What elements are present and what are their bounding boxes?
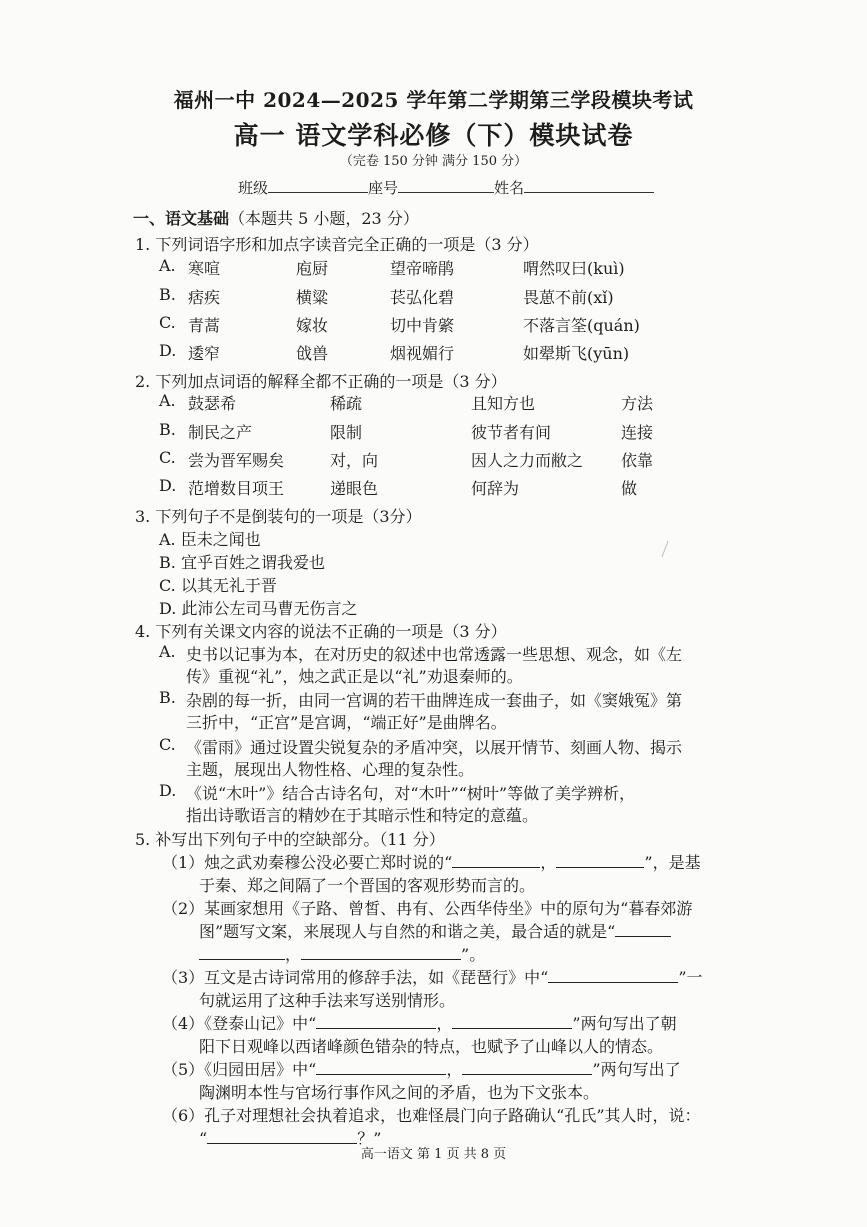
q4-option-d-line-2: 指出诗歌语言的精妙在于其暗示性和特定的意蕴。 (186, 806, 539, 825)
q2-option-a-label: A. (159, 391, 176, 410)
q5-i4-text-a: （4）《登泰山记》中“ (162, 1014, 317, 1033)
q2-option-c-meaning: 对，向 (330, 451, 379, 470)
q2-option-c-label: C. (159, 448, 176, 467)
q5-i2-sep: ， (285, 945, 302, 964)
q4-option-c-line-1: 《雷雨》通过设置尖锐复杂的矛盾冲突，以展开情节、刻画人物、揭示 (186, 738, 683, 757)
q2-option-c-phrase-2: 因人之力而敝之 (471, 451, 584, 470)
q2-option-d-meaning-2: 做 (621, 479, 638, 498)
q2-option-d-meaning: 递眼色 (330, 479, 379, 498)
section-heading (133, 206, 419, 229)
q5-i4-blank-2[interactable] (452, 1013, 572, 1029)
question-5-stem: 5. 补写出下列句子中的空缺部分。（11 分） (135, 830, 445, 849)
q5-item-1-line-1 (162, 850, 701, 873)
q1-option-b-word-4: 畏葸不前(xǐ) (523, 288, 614, 307)
school-exam-line: 福州一中 2024—2025 学年第二学期第三学段模块考试 (173, 88, 694, 112)
q5-i5-blank-2[interactable] (462, 1059, 592, 1075)
q2-option-a-phrase-2: 且知方也 (471, 394, 536, 413)
q3-option-a-text: 臣未之闻也 (180, 530, 261, 549)
q5-i5-blank-1[interactable] (316, 1059, 446, 1075)
exam-title: 高一 语文学科必修（下）模块试卷 (233, 121, 634, 150)
q5-i3-text-a: （3）互文是古诗词常用的修辞手法，如《琵琶行》中“ (162, 968, 549, 987)
q2-option-b-label: B. (159, 420, 176, 439)
q5-i1-sep: ， (540, 853, 557, 872)
q4-option-a-line-1: 史书以记事为本，在对历史的叙述中也常透露一些思想、观念，如《左 (186, 645, 683, 664)
q1-option-c-word-4: 不落言筌(quán) (523, 316, 640, 335)
q1-option-b-word-3: 苌弘化碧 (390, 288, 455, 307)
q4-option-a-label: A. (159, 642, 176, 661)
q5-item-6-line-1: （6）孔子对理想社会执着追求，也难怪晨门向子路确认“孔氏”其人时，说： (162, 1106, 701, 1125)
exam-meta: （完卷 150 分钟 满分 150 分） (339, 154, 528, 169)
page-footer: 高一语文 第 1 页 共 8 页 (360, 1147, 507, 1162)
q5-i5-text-b: ”两句写出了 (592, 1060, 681, 1079)
q2-option-b-phrase-2: 彼节者有间 (471, 423, 552, 442)
q2-option-a-meaning: 稀疏 (330, 394, 363, 413)
q1-option-d-word-2: 戗兽 (296, 344, 329, 363)
q5-i4-blank-1[interactable] (316, 1013, 436, 1029)
q2-option-b-phrase: 制民之产 (188, 423, 253, 442)
q1-option-d-word-1: 逶窄 (188, 344, 221, 363)
q3-option-d (159, 596, 357, 619)
q5-item-2-line-3 (199, 942, 485, 965)
section-title: 一、语文基础 (133, 209, 230, 228)
q1-option-b-word-2: 横粱 (296, 288, 329, 307)
q4-option-b-label: B. (159, 688, 176, 707)
q3-option-d-label: D. (159, 599, 177, 618)
q1-option-d-word-3: 烟视媚行 (390, 344, 455, 363)
q5-i2-text-b: 图”题写文案，来展现人与自然的和谐之美，最合适的就是“ (199, 922, 616, 941)
q4-option-b-line-1: 杂剧的每一折，由同一宫调的若干曲牌连成一套曲子，如《窦娥冤》第 (186, 691, 683, 710)
q5-i6-text-b: “ (199, 1129, 208, 1148)
class-label: 班级 (238, 179, 269, 197)
q5-item-4-line-1 (162, 1011, 677, 1034)
question-4-stem: 4. 下列有关课文内容的说法不正确的一项是（3 分） (135, 622, 507, 641)
name-label: 姓名 (494, 179, 525, 197)
name-field[interactable] (524, 178, 654, 193)
q5-i1-text-a: （1）烛之武劝秦穆公没必要亡郑时说的“ (162, 853, 453, 872)
question-3-stem: 3. 下列句子不是倒装句的一项是（3分） (135, 507, 422, 526)
q4-option-d-label: D. (159, 781, 177, 800)
q3-option-b-label: B. (159, 553, 176, 572)
q3-option-a-label: A. (159, 530, 176, 549)
q5-i4-text-b: ”两句写出了朝 (572, 1014, 677, 1033)
q1-option-c-word-1: 青蒿 (188, 316, 221, 335)
q4-option-a-line-2: 传》重视“礼”，烛之武正是以“礼”劝退秦师的。 (186, 667, 523, 686)
q2-option-a-meaning-2: 方法 (621, 394, 654, 413)
question-1-stem: 1. 下列词语字形和加点字读音完全正确的一项是（3 分） (135, 235, 539, 254)
q2-option-c-meaning-2: 依靠 (621, 451, 654, 470)
q5-item-2-line-1: （2）某画家想用《子路、曾皙、冉有、公西华侍坐》中的原句为“暮春郊游 (162, 899, 693, 918)
question-2-stem: 2. 下列加点词语的解释全都不正确的一项是（3 分） (135, 372, 507, 391)
q5-i2-blank-1b[interactable] (199, 944, 285, 960)
section-note: （本题共 5 小题，23 分） (229, 209, 419, 228)
q5-i5-text-a: （5）《归园田居》中“ (162, 1060, 317, 1079)
q3-option-a (159, 527, 261, 550)
q1-option-d-word-4: 如翚斯飞(yūn) (523, 344, 630, 363)
q1-option-c-label: C. (159, 313, 176, 332)
q5-item-4-line-2: 阳下日观峰以西诸峰颜色错杂的特点，也赋予了山峰以人的情态。 (199, 1037, 664, 1056)
student-info-row (238, 177, 654, 198)
q1-option-c-word-2: 嫁妆 (296, 316, 329, 335)
q5-i3-blank[interactable] (548, 967, 678, 983)
class-field[interactable] (268, 178, 368, 193)
q5-item-3-line-2: 句就运用了这种手法来写送别情形。 (199, 991, 456, 1010)
q4-option-c-line-2: 主题，展现出人物性格、心理的复杂性。 (186, 760, 475, 779)
q5-item-1-line-2: 于秦、郑之间隔了一个晋国的客观形势而言的。 (199, 876, 536, 895)
q4-option-b-line-2: 三折中，“正宫”是宫调，“端正好”是曲牌名。 (186, 713, 507, 732)
q2-option-d-phrase-2: 何辞为 (471, 479, 520, 498)
q4-option-d-line-1: 《说“木叶”》结合古诗名句，对“木叶”“树叶”等做了美学辨析， (186, 784, 636, 803)
q2-option-d-phrase: 范增数目项王 (188, 479, 285, 498)
q3-option-d-text: 此沛公左司马曹无伤言之 (181, 599, 358, 618)
q5-i1-text-b: ”，是基 (644, 853, 701, 872)
q5-item-2-line-2 (199, 919, 671, 942)
q1-option-a-label: A. (159, 256, 176, 275)
q2-option-b-meaning: 限制 (330, 423, 363, 442)
q4-option-c-label: C. (159, 735, 176, 754)
q5-i5-sep: ， (446, 1060, 463, 1079)
q5-i1-blank-1[interactable] (452, 852, 540, 868)
q2-option-b-meaning-2: 连接 (621, 423, 654, 442)
q3-option-c-label: C. (159, 576, 176, 595)
q5-i4-sep: ， (436, 1014, 453, 1033)
q5-item-5-line-2: 陶渊明本性与官场行事作风之间的矛盾，也为下文张本。 (199, 1083, 600, 1102)
q2-option-d-label: D. (159, 476, 177, 495)
q1-option-a-word-2: 庖厨 (296, 259, 329, 278)
q1-option-a-word-3: 望帝啼鹃 (390, 259, 455, 278)
q1-option-d-label: D. (159, 341, 177, 360)
seat-field[interactable] (398, 178, 494, 193)
q5-i2-end: ”。 (461, 945, 486, 964)
q5-i3-text-b: ”一 (678, 968, 703, 987)
q5-i1-blank-2[interactable] (556, 852, 644, 868)
q2-option-a-phrase: 鼓瑟希 (188, 394, 237, 413)
seat-label: 座号 (368, 179, 399, 197)
q3-option-b (159, 550, 325, 573)
q1-option-b-label: B. (159, 285, 176, 304)
q5-i2-blank-2[interactable] (301, 944, 461, 960)
q5-item-5-line-1 (162, 1057, 681, 1080)
q5-i6-blank[interactable] (207, 1128, 357, 1144)
q1-option-b-word-1: 痞疾 (188, 288, 221, 307)
q2-option-c-phrase: 尝为晋军赐矣 (188, 451, 285, 470)
q3-option-c (159, 573, 277, 596)
q5-i2-blank-1a[interactable] (615, 921, 671, 937)
q5-i6-end: ？” (357, 1129, 382, 1148)
q1-option-a-word-4: 喟然叹曰(kuì) (523, 259, 625, 278)
q5-item-3-line-1 (162, 965, 703, 988)
q1-option-a-word-1: 寒喧 (188, 259, 221, 278)
scan-smudge-mark (660, 540, 670, 558)
q3-option-c-text: 以其无礼于晋 (180, 576, 277, 595)
q1-option-c-word-3: 切中肯綮 (390, 316, 455, 335)
q3-option-b-text: 宜乎百姓之谓我爱也 (180, 553, 325, 572)
